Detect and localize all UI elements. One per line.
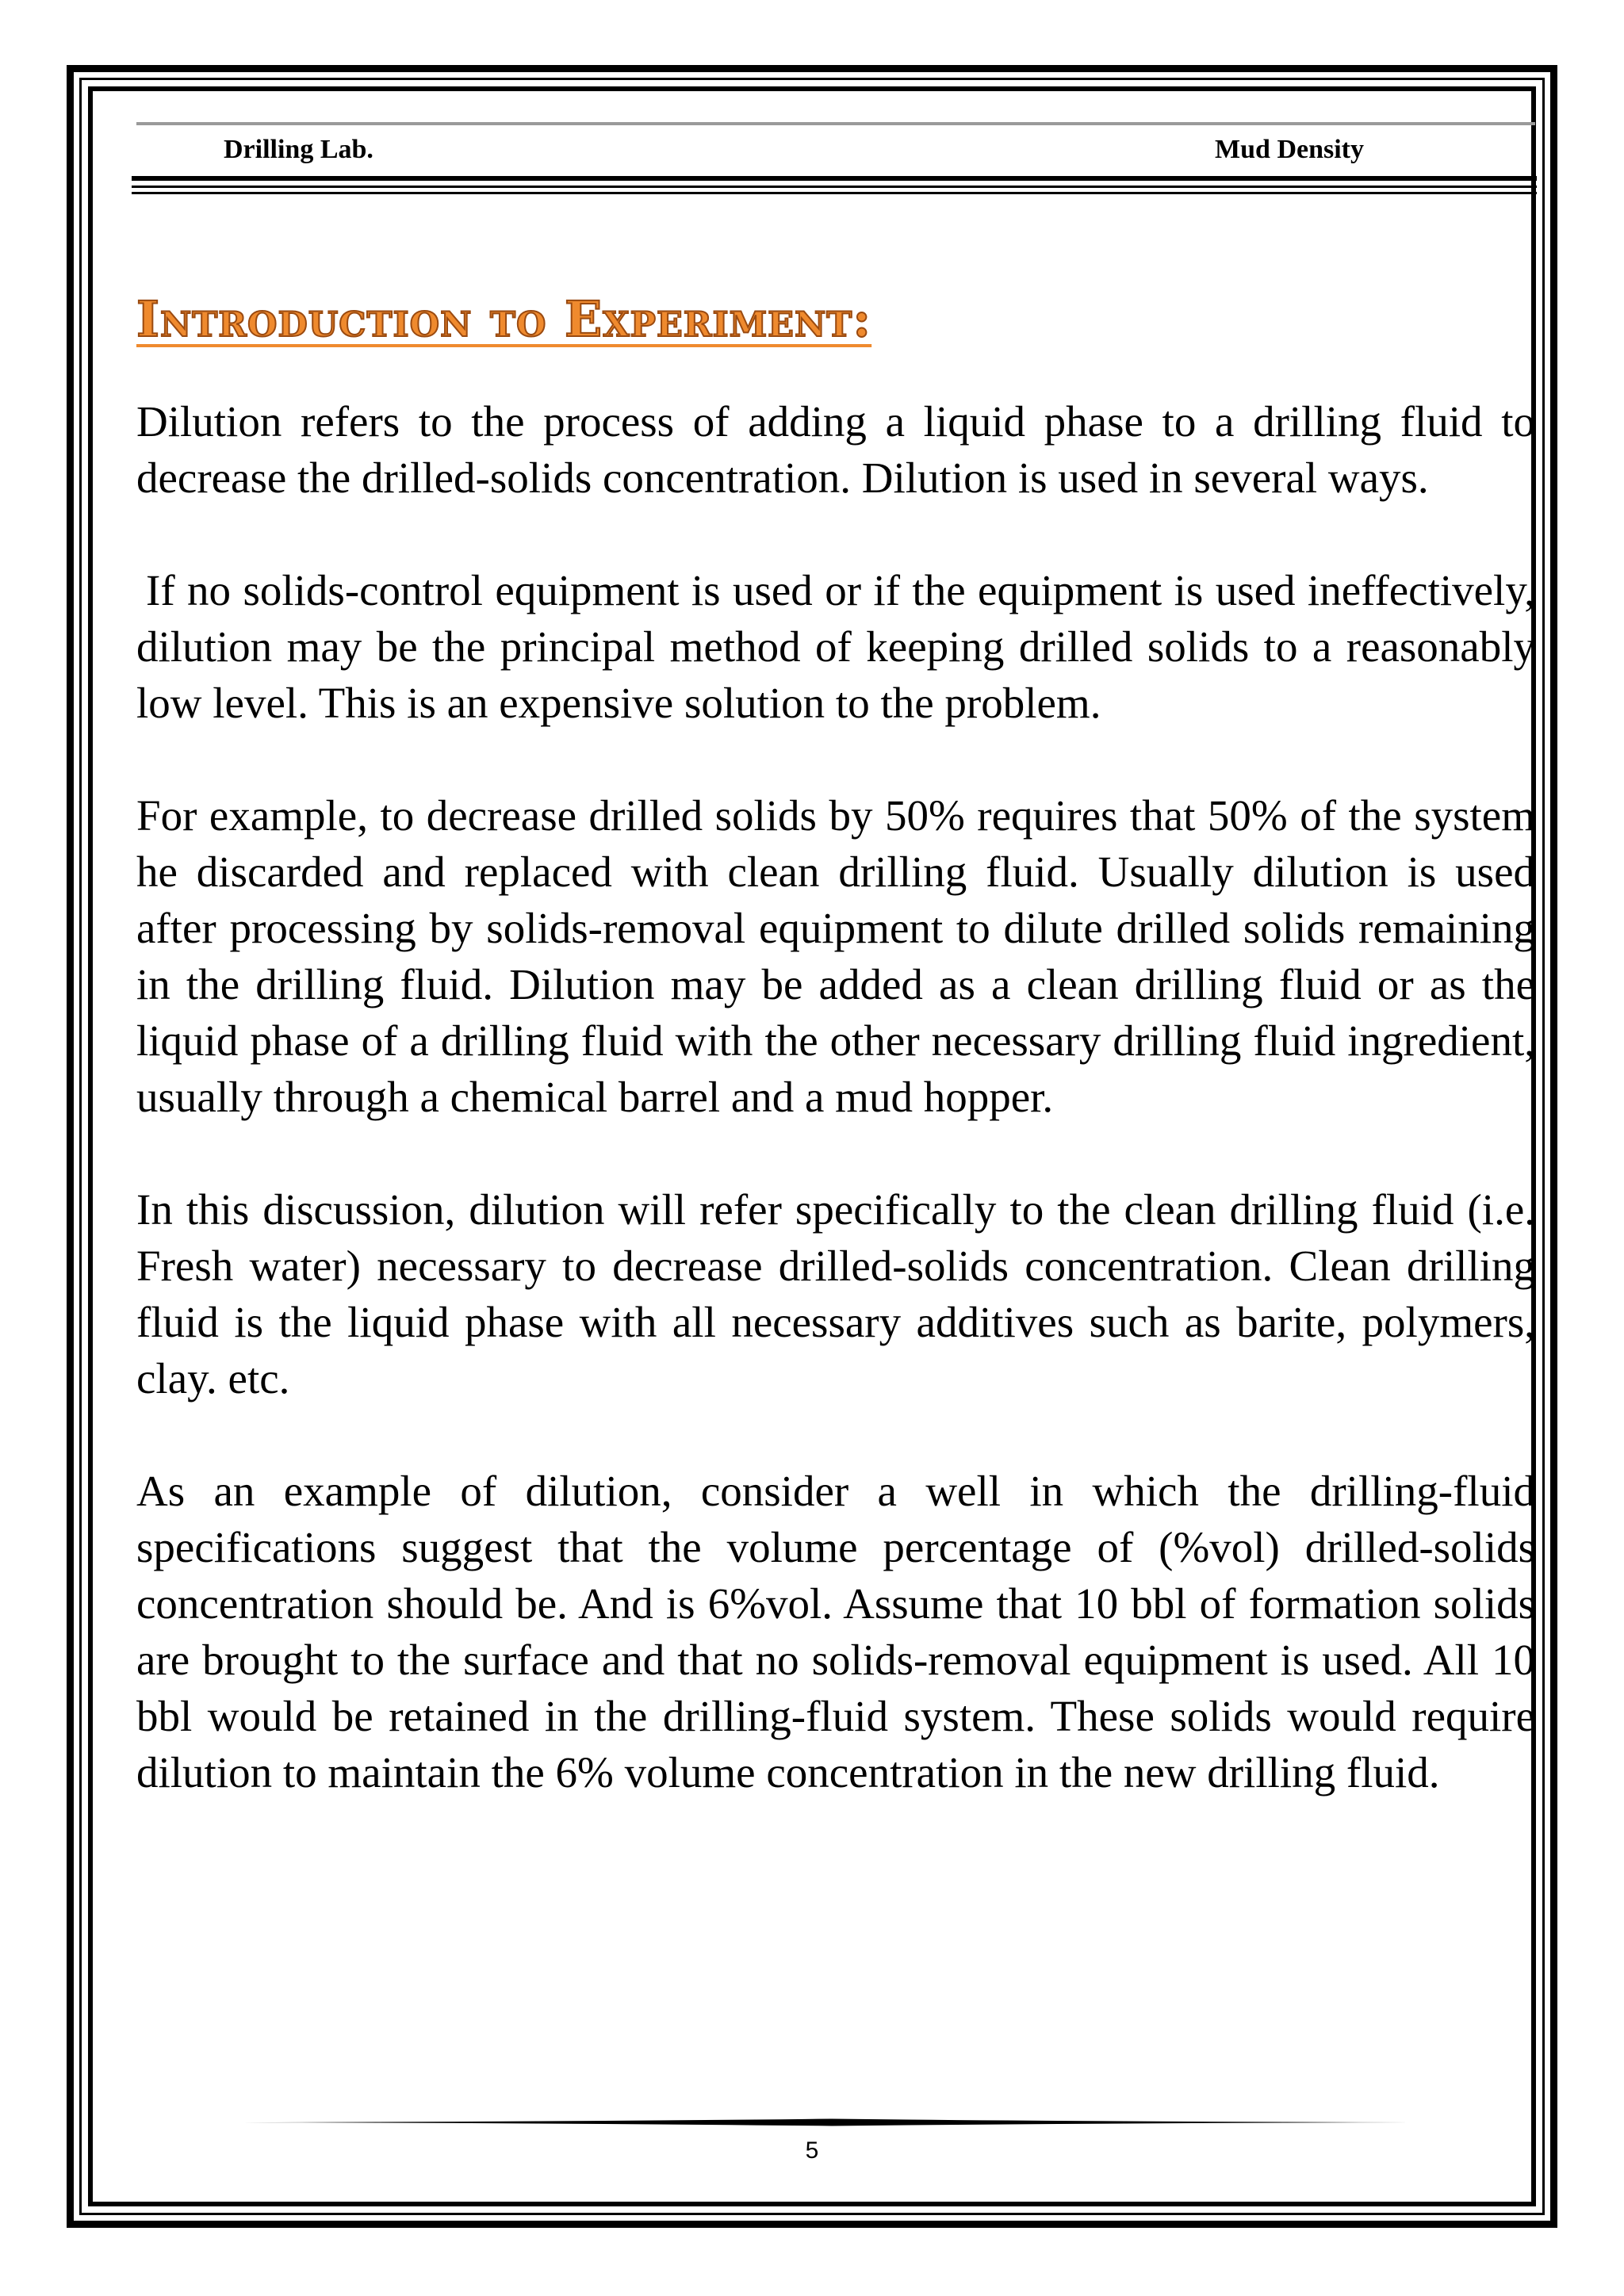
footer-ornament-rule bbox=[243, 2118, 1421, 2126]
header-rule-thin bbox=[132, 186, 1537, 188]
header-course-title: Drilling Lab. bbox=[224, 135, 373, 164]
body-text bbox=[136, 393, 1535, 1800]
page-header bbox=[136, 135, 1535, 170]
header-experiment-title: Mud Density bbox=[1215, 135, 1364, 164]
paragraph-4: In this discussion, dilution will refer specifically to the clean drilling fluid (i.e. Fresh water) necessary to decrease drilled-solids concentration. Clean drilling fluid is the liquid phase with all necessary additives such as barite, polymers, clay. etc. bbox=[136, 1185, 1535, 1402]
page-number: 5 bbox=[805, 2137, 819, 2164]
paragraph-5: As an example of dilution, consider a well in which the drilling-fluid specifications suggest that the volume percentage of (%vol) drilled-solids concentration should be. And is 6%vol. Assume that 10 bbl of formation solids are brought to the surface and that no solids-removal equipment is used. All 10 bbl would be retained in the drilling-fluid system. These solids would require dilution to maintain the 6% volume concentration in the new drilling fluid. bbox=[136, 1467, 1535, 1797]
header-top-rule bbox=[136, 122, 1535, 125]
paragraph-3: For example, to decrease drilled solids by 50% requires that 50% of the system he discarded and replaced with clean drilling fluid. Usually dilution is used after processing by solids-removal equipment to dilute drilled solids remaining in the drilling fluid. Dilution may be added as a clean drilling fluid or as the liquid phase of a drilling fluid with the other necessary drilling fluid ingredient, usually through a chemical barrel and a mud hopper. bbox=[136, 791, 1535, 1121]
section-heading: Introduction to Experiment: bbox=[136, 290, 872, 348]
paragraph-2: If no solids-control equipment is used or if the equipment is used ineffectively, dilution may be the principal method of keeping drilled solids to a reasonably low level. This is an expensive solution to the problem. bbox=[136, 566, 1535, 727]
paragraph-1: Dilution refers to the process of adding a liquid phase to a drilling fluid to decrease the drilled-solids concentration. Dilution is used in several ways. bbox=[136, 397, 1535, 502]
header-rule-thick bbox=[132, 176, 1537, 181]
header-rule-thin-2 bbox=[132, 192, 1537, 194]
